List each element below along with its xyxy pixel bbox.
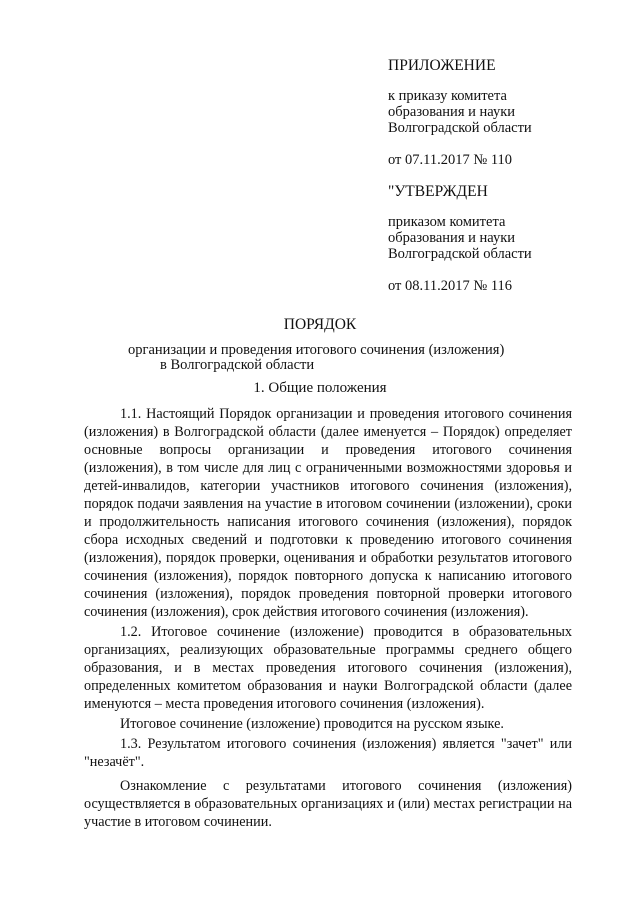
appendix-line-2: образования и науки bbox=[388, 104, 516, 120]
appendix-line-3: Волгоградской области bbox=[388, 120, 532, 136]
appendix-order-reference bbox=[388, 88, 628, 136]
document-subtitle bbox=[128, 343, 528, 373]
approved-line-3: Волгоградской области bbox=[388, 246, 532, 262]
paragraph-1-3: 1.3. Результатом итогового сочинения (изложения) является "зачет" или "незачёт". bbox=[84, 736, 572, 770]
paragraph-1-2-language: Итоговое сочинение (изложение) проводится на русском языке. bbox=[120, 716, 504, 732]
paragraph-1-2: 1.2. Итоговое сочинение (изложение) проводится в образовательных организациях, реализующих образовательные программы среднего общего образования, и в местах проведения итогового сочинения (изложения), определенных комитетом образования и науки Волгоградской области (далее именуются – места проведения итогового сочинения (изложения). bbox=[84, 624, 572, 712]
section-heading: 1. Общие положения bbox=[253, 380, 387, 396]
approved-title: "УТВЕРЖДЕН bbox=[388, 183, 488, 200]
subtitle-line-1: организации и проведения итогового сочинения (изложения) bbox=[128, 342, 505, 358]
approved-line-1: приказом комитета bbox=[388, 214, 506, 230]
subtitle-line-2: в Волгоградской области bbox=[160, 357, 315, 373]
appendix-order-date: от 07.11.2017 № 110 bbox=[388, 152, 513, 168]
approved-line-2: образования и науки bbox=[388, 230, 516, 246]
paragraph-1-3-results: Ознакомление с результатами итогового сочинения (изложения) осуществляется в образовательных организациях и (или) местах регистрации на участие в итоговом сочинении. bbox=[84, 778, 572, 830]
document-title: ПОРЯДОК bbox=[283, 316, 357, 333]
document-body bbox=[84, 405, 572, 833]
appendix-line-1: к приказу комитета bbox=[388, 88, 507, 104]
approved-order-date: от 08.11.2017 № 116 bbox=[388, 278, 513, 294]
approval-header bbox=[388, 58, 628, 310]
appendix-title: ПРИЛОЖЕНИЕ bbox=[388, 57, 496, 74]
paragraph-1-1: 1.1. Настоящий Порядок организации и проведения итогового сочинения (изложения) в Волгоградской области (далее именуется – Порядок) определяет основные вопросы организации и проведения итогового сочинения (изложения), в том числе для лиц с ограниченными возможностями здоровья и детей-инвалидов, категории участников итогового сочинения (изложения), порядок подачи заявления на участие в итоговом сочинении (изложении), сроки и продолжительность написания итогового сочинения (изложения), порядок сбора исходных сведений и подготовки к проведению итогового сочинения (изложения), порядок проверки, оценивания и обработки результатов итогового сочинения (изложения), порядок повторного допуска к написанию итогового сочинения (изложения), порядок проведения повторной проверки итогового сочинения (изложения), срок действия итогового сочинения (изложения). bbox=[84, 406, 572, 620]
approved-order-reference bbox=[388, 214, 628, 262]
